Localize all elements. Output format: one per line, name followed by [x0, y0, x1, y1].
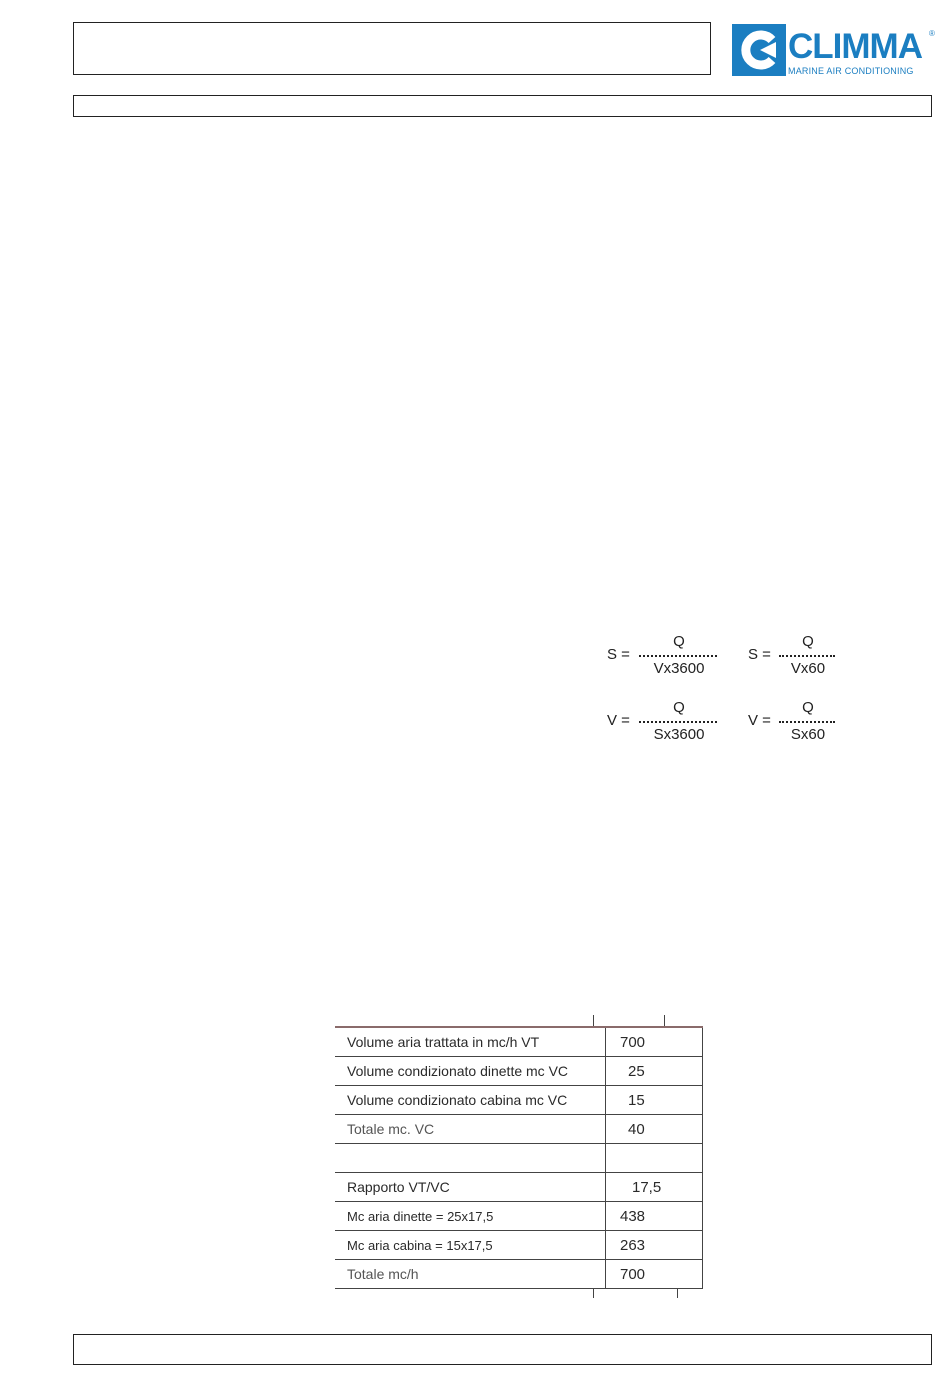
- subheader-box: [73, 95, 932, 117]
- row-value: 17,5: [606, 1173, 703, 1202]
- row-value: [606, 1144, 703, 1173]
- formula-numerator: Q: [673, 699, 685, 716]
- formula-denominator: Sx60: [790, 726, 826, 743]
- table-row: [335, 1202, 703, 1231]
- formula-lhs: V =: [748, 712, 771, 729]
- climma-logo: [732, 24, 938, 78]
- formula-numerator: Q: [673, 633, 685, 650]
- formula-denominator: Vx60: [790, 660, 826, 677]
- formula-lhs: S =: [607, 646, 630, 663]
- row-label: Volume condizionato dinette mc VC: [335, 1057, 606, 1086]
- formula-s-vx60: [748, 633, 848, 679]
- row-value: 40: [606, 1115, 703, 1144]
- table-row: [335, 1173, 703, 1202]
- row-label: Volume condizionato cabina mc VC: [335, 1086, 606, 1115]
- fraction-bar: [639, 721, 717, 723]
- table-row: [335, 1115, 703, 1144]
- row-value: 15: [606, 1086, 703, 1115]
- table-row: [335, 1086, 703, 1115]
- formula-v-sx60: [748, 699, 848, 745]
- formula-numerator: Q: [802, 633, 814, 650]
- formula-s-vx3600: [607, 633, 727, 679]
- row-label: [335, 1144, 606, 1173]
- row-label: Totale mc/h: [335, 1260, 606, 1289]
- table-row: [335, 1057, 703, 1086]
- row-value: 700: [606, 1260, 703, 1289]
- row-label: Totale mc. VC: [335, 1115, 606, 1144]
- table-row: [335, 1144, 703, 1173]
- logo-tagline: MARINE AIR CONDITIONING: [788, 66, 914, 76]
- air-volume-table: [335, 1026, 703, 1289]
- climma-logo-icon: [732, 24, 786, 76]
- footer-box: [73, 1334, 932, 1365]
- row-label: Mc aria cabina = 15x17,5: [335, 1231, 606, 1260]
- logo-registered-mark: ®: [929, 29, 935, 38]
- formula-denominator: Vx3600: [653, 660, 705, 677]
- row-value: 25: [606, 1057, 703, 1086]
- row-label: Rapporto VT/VC: [335, 1173, 606, 1202]
- row-value: 438: [606, 1202, 703, 1231]
- row-value: 700: [606, 1027, 703, 1057]
- formula-v-sx3600: [607, 699, 727, 745]
- table-row: [335, 1027, 703, 1057]
- formula-numerator: Q: [802, 699, 814, 716]
- table-row: [335, 1260, 703, 1289]
- formula-lhs: V =: [607, 712, 630, 729]
- formula-lhs: S =: [748, 646, 771, 663]
- fraction-bar: [779, 655, 835, 657]
- row-value: 263: [606, 1231, 703, 1260]
- row-label: Mc aria dinette = 25x17,5: [335, 1202, 606, 1231]
- header-title-box: [73, 22, 711, 75]
- fraction-bar: [639, 655, 717, 657]
- fraction-bar: [779, 721, 835, 723]
- table-column-lines-bottom: [593, 1288, 678, 1298]
- logo-wordmark: CLIMMA: [788, 27, 922, 66]
- formula-denominator: Sx3600: [653, 726, 705, 743]
- row-label: Volume aria trattata in mc/h VT: [335, 1027, 606, 1057]
- table-row: [335, 1231, 703, 1260]
